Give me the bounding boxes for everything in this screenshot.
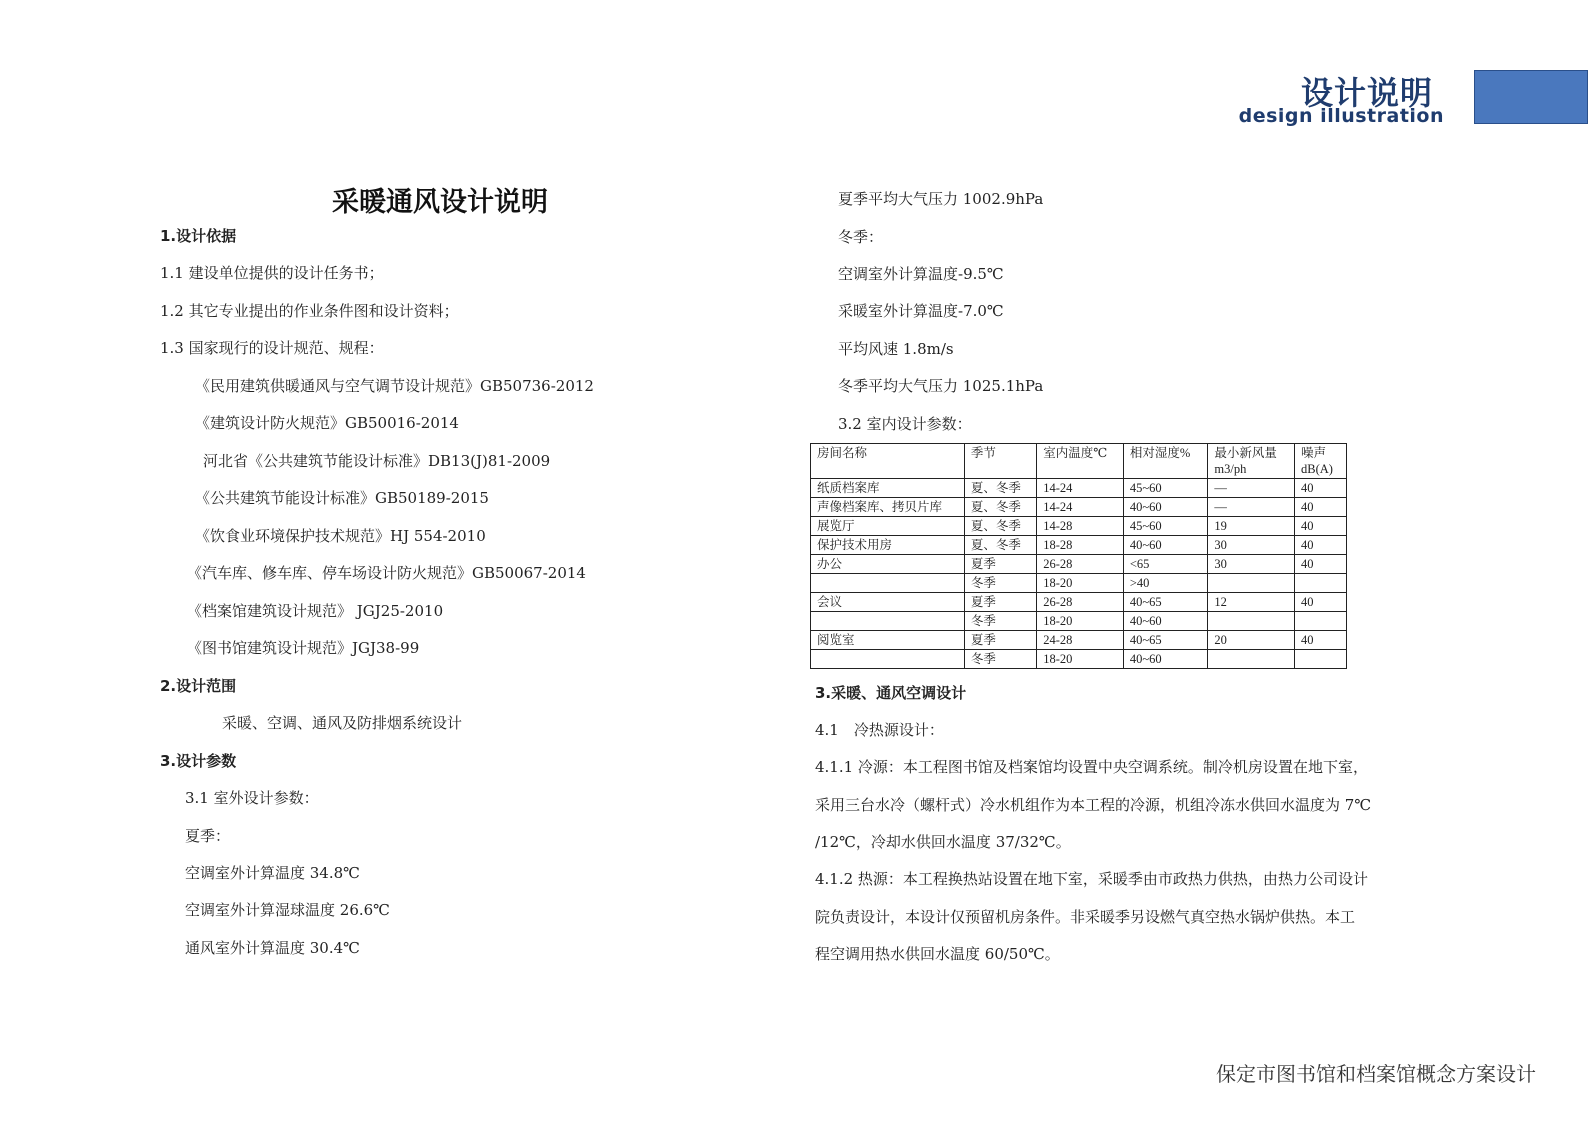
table-row [811,498,1347,517]
table-header-row [811,444,1347,479]
table-cell: — [1208,498,1295,517]
table-row [811,555,1347,574]
table-cell: 40~60 [1123,612,1208,631]
table-header-cell: 房间名称 [811,444,965,479]
header-title: 设计说明 [1300,74,1433,112]
text-line: 空调室外计算温度-9.5℃ [838,265,1004,283]
table-cell [1208,574,1295,593]
table-cell: 14-28 [1037,517,1124,536]
table-cell: 保护技术用房 [811,536,965,555]
table-header-cell: 室内温度℃ [1037,444,1124,479]
text-line: 采暖室外计算温度-7.0℃ [838,302,1004,320]
text-line: 采暖、空调、通风及防排烟系统设计 [222,714,463,732]
header-subtitle: design illustration [1238,105,1444,127]
table-cell: 夏季 [964,593,1036,612]
table-cell: 冬季 [964,574,1036,593]
text-line: 《汽车库、修车库、停车场设计防火规范》GB50067-2014 [187,564,586,582]
table-cell: 40 [1294,593,1346,612]
text-line: 河北省《公共建筑节能设计标准》DB13(J)81-2009 [203,452,551,470]
table-cell: 45~60 [1123,479,1208,498]
text-line: 1.3 国家现行的设计规范、规程： [160,339,384,357]
table-cell: <65 [1123,555,1208,574]
table-row [811,612,1347,631]
text-line: 采用三台水冷（螺杆式）冷水机组作为本工程的冷源，机组冷冻水供回水温度为 7℃ [815,796,1372,814]
table-cell: 冬季 [964,612,1036,631]
text-line: 4.1.1 冷源：本工程图书馆及档案馆均设置中央空调系统。制冷机房设置在地下室， [815,758,1368,776]
table-row [811,536,1347,555]
table-cell: 40~60 [1123,650,1208,669]
table-cell: 19 [1208,517,1295,536]
table-cell: 26-28 [1037,555,1124,574]
text-line: /12℃，冷却水供回水温度 37/32℃。 [815,833,1071,851]
table-cell: 18-20 [1037,612,1124,631]
section-heading: 3.采暖、通风空调设计 [815,684,967,702]
table-cell: 夏、冬季 [964,517,1036,536]
table-cell: 40~60 [1123,536,1208,555]
table-cell: 40~60 [1123,498,1208,517]
text-line: 空调室外计算温度 34.8℃ [185,864,360,882]
text-line: 程空调用热水供回水温度 60/50℃。 [815,945,1060,963]
table-cell: 冬季 [964,650,1036,669]
text-line: 4.1 冷热源设计： [815,721,944,739]
table-cell: 纸质档案库 [811,479,965,498]
table-row [811,479,1347,498]
table-cell [1294,612,1346,631]
section-heading: 2.设计范围 [160,677,237,695]
section-heading: 3.设计参数 [160,752,237,770]
table-cell [1294,650,1346,669]
table-cell: 夏季 [964,631,1036,650]
table-cell: >40 [1123,574,1208,593]
table-cell: — [1208,479,1295,498]
table-cell: 40~65 [1123,631,1208,650]
table-cell: 夏季 [964,555,1036,574]
header-accent-bar [1474,70,1588,124]
table-row [811,574,1347,593]
table-cell: 40 [1294,631,1346,650]
text-line: 平均风速 1.8m/s [838,340,954,358]
table-header-cell: 噪声 dB(A) [1294,444,1346,479]
text-line: 夏季： [185,827,231,845]
text-line: 《档案馆建筑设计规范》 JGJ25-2010 [187,602,444,620]
table-header-cell: 季节 [964,444,1036,479]
table-cell: 26-28 [1037,593,1124,612]
table-cell: 办公 [811,555,965,574]
text-line: 《民用建筑供暖通风与空气调节设计规范》GB50736-2012 [195,377,594,395]
table-cell: 18-20 [1037,574,1124,593]
indoor-parameters-table [810,443,1347,669]
text-line: 空调室外计算湿球温度 26.6℃ [185,901,390,919]
text-line: 夏季平均大气压力 1002.9hPa [838,190,1044,208]
text-line: 《图书馆建筑设计规范》JGJ38-99 [187,639,420,657]
text-line: 通风室外计算温度 30.4℃ [185,939,360,957]
table-cell: 夏、冬季 [964,479,1036,498]
table-row [811,650,1347,669]
table-cell: 40 [1294,555,1346,574]
table-cell: 12 [1208,593,1295,612]
footer-project-name: 保定市图书馆和档案馆概念方案设计 [1216,1062,1536,1086]
table-cell: 40 [1294,517,1346,536]
text-line: 冬季平均大气压力 1025.1hPa [838,377,1044,395]
table-cell: 30 [1208,555,1295,574]
document-title: 采暖通风设计说明 [332,187,548,218]
table-cell: 夏、冬季 [964,498,1036,517]
table-cell [811,612,965,631]
table-cell [1294,574,1346,593]
table-cell: 40 [1294,498,1346,517]
text-line: 1.1 建设单位提供的设计任务书； [160,264,384,282]
table-cell: 会议 [811,593,965,612]
text-line: 《饮食业环境保护技术规范》HJ 554-2010 [195,527,486,545]
table-cell: 14-24 [1037,479,1124,498]
table-cell: 40~65 [1123,593,1208,612]
table-cell: 18-20 [1037,650,1124,669]
text-line: 《公共建筑节能设计标准》GB50189-2015 [195,489,489,507]
section-heading: 1.设计依据 [160,227,237,245]
table-cell: 40 [1294,479,1346,498]
table-cell [1208,650,1295,669]
table-cell [811,650,965,669]
table-cell: 20 [1208,631,1295,650]
table-cell: 阅览室 [811,631,965,650]
table-cell: 30 [1208,536,1295,555]
table-cell: 24-28 [1037,631,1124,650]
table-cell: 夏、冬季 [964,536,1036,555]
text-line: 4.1.2 热源：本工程换热站设置在地下室，采暖季由市政热力供热，由热力公司设计 [815,870,1368,888]
table-cell: 18-28 [1037,536,1124,555]
text-line: 1.2 其它专业提出的作业条件图和设计资料； [160,302,459,320]
table-cell [811,574,965,593]
table-cell: 40 [1294,536,1346,555]
text-line: 冬季： [838,228,884,246]
table-cell: 14-24 [1037,498,1124,517]
table-row [811,593,1347,612]
table-cell: 45~60 [1123,517,1208,536]
text-line: 院负责设计，本设计仅预留机房条件。非采暖季另设燃气真空热水锅炉供热。本工 [815,908,1356,926]
table-header-cell: 最小新风量 m3/ph [1208,444,1295,479]
table-row [811,631,1347,650]
table-header-cell: 相对湿度% [1123,444,1208,479]
text-line: 3.1 室外设计参数： [185,789,319,807]
text-line: 3.2 室内设计参数： [838,415,972,433]
text-line: 《建筑设计防火规范》GB50016-2014 [195,414,459,432]
table-cell [1208,612,1295,631]
table-cell: 声像档案库、拷贝片库 [811,498,965,517]
table-row [811,517,1347,536]
table-cell: 展览厅 [811,517,965,536]
